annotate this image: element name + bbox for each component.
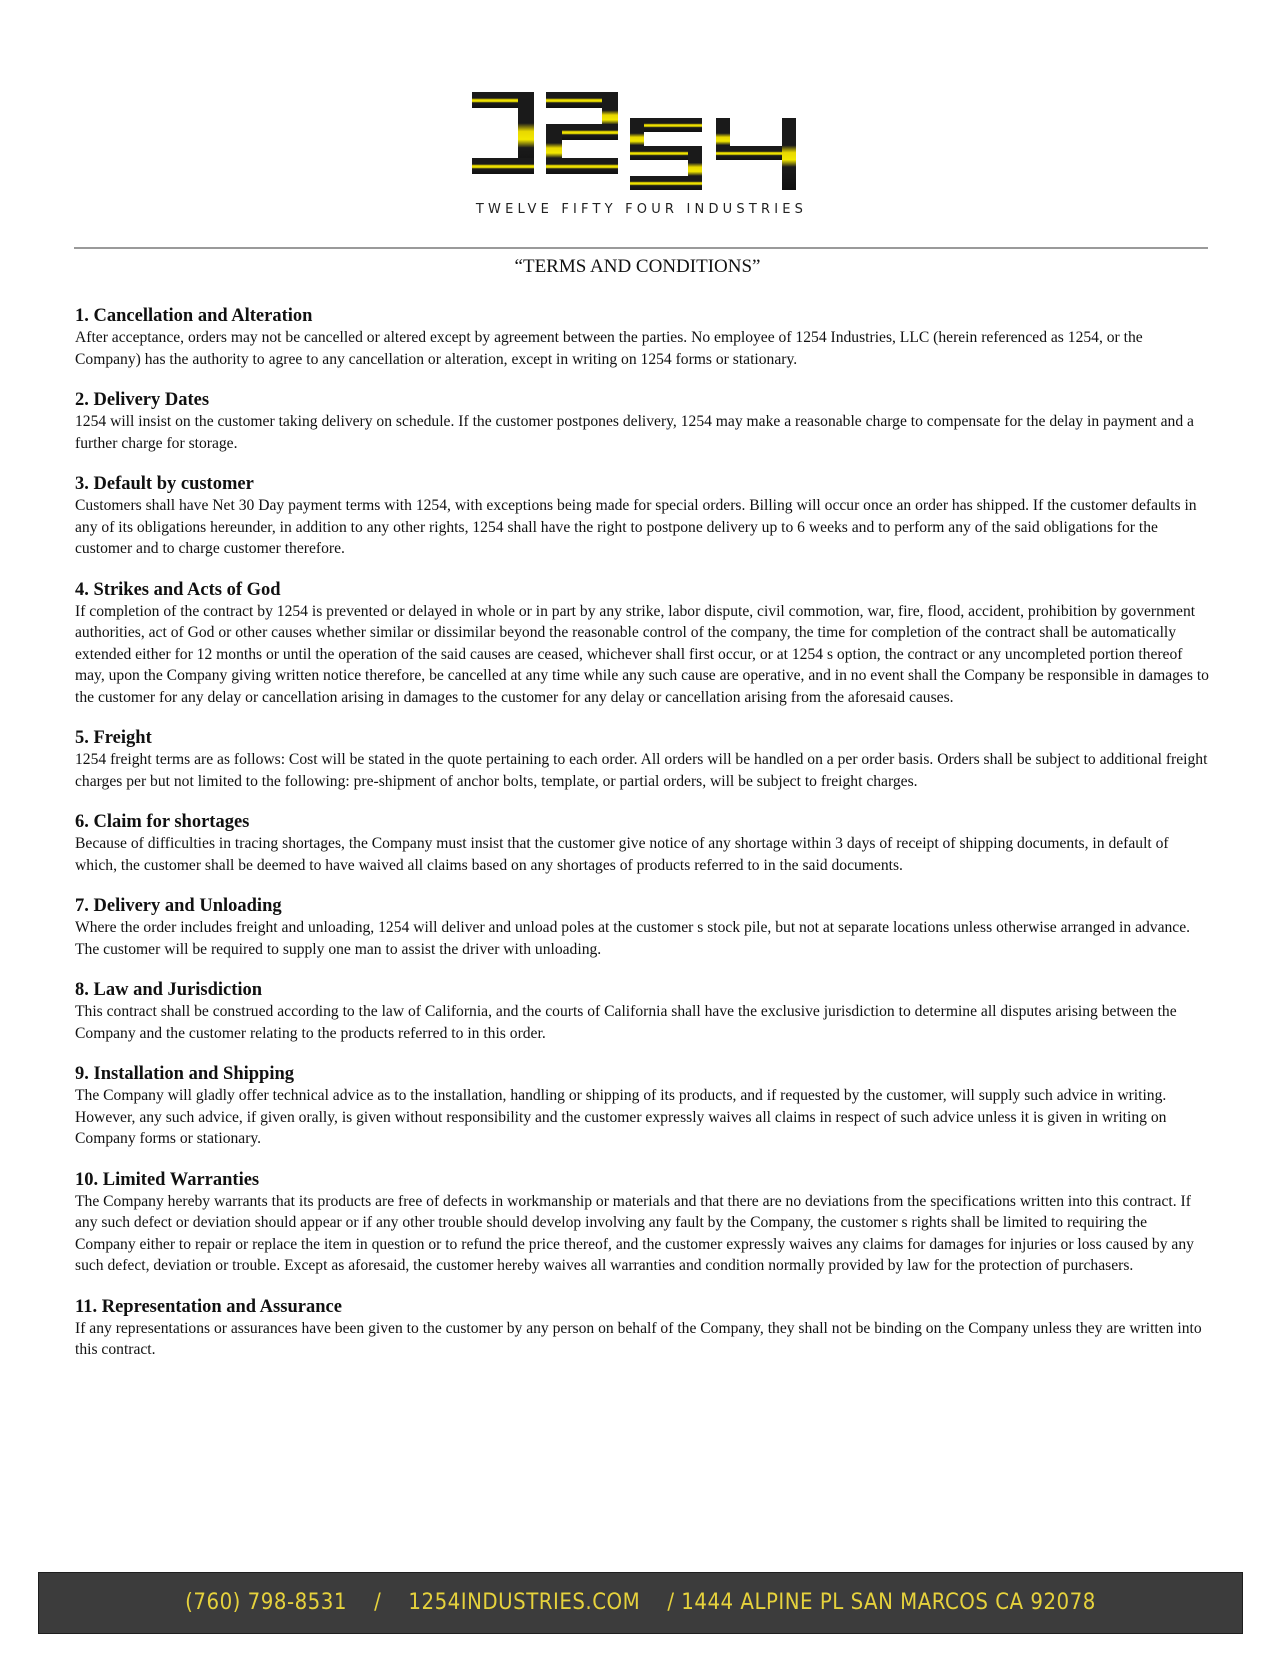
company-logo bbox=[0, 84, 1275, 224]
section-heading: 1. Cancellation and Alteration bbox=[75, 306, 313, 326]
section-body: If completion of the contract by 1254 is prevented or delayed in whole or in part by any strike, labor dispute, civil commotion, war, fire, flood, accident, prohibition by government authorities, act of God or other causes whether similar or dissimilar beyond the reasonable control of the company, the time for completion of the contract shall be automatically extended either for 12 months or until the operation of the said causes are ceased, whichever shall first occur, or at 1254 s option, the contract or any uncompleted portion thereof may, upon the Company giving written notice therefore, be cancelled at any time while any such cause are operative, and in no event shall the Company be responsible in damages to the customer for any delay or cancellation arising in damages to the customer for any delay or cancellation arising from the aforesaid causes. bbox=[75, 602, 1209, 706]
section-heading: 11. Representation and Assurance bbox=[75, 1296, 342, 1317]
section-heading: 4. Strikes and Acts of God bbox=[75, 579, 281, 600]
logo-digit-1 bbox=[472, 92, 534, 174]
section-body: The Company will gladly offer technical advice as to the installation, handling or shipping of its products, and if requested by the customer, will supply such advice in writing. However, any such advice, if given orally, is given without responsibility and the customer expressly waives all claims in respect of such advice unless it is given in writing on Company forms or stationary. bbox=[75, 1087, 1167, 1147]
logo-digit-2 bbox=[546, 92, 618, 174]
section-heading: 9. Installation and Shipping bbox=[75, 1064, 295, 1084]
section-heading: 10. Limited Warranties bbox=[75, 1169, 260, 1190]
section-body: Customers shall have Net 30 Day payment terms with 1254, with exceptions being made for special orders. Billing will occur once an order has shipped. If the customer defaults in any of its obligations hereunder, in addition to any other rights, 1254 shall have the right to postpone delivery up to 6 weeks and to perform any of the said obligations for the customer and to charge customer therefore. bbox=[75, 497, 1197, 557]
section-default bbox=[75, 473, 1210, 560]
section-freight bbox=[75, 727, 1210, 792]
section-body: The Company hereby warrants that its products are free of defects in workmanship or materials and that there are no deviations from the specifications written into this contract. If any such defect or deviation should appear or if any other trouble should develop involving any fault by the Company, the customer s rights shall be limited to requiring the Company either to repair or replace the item in question or to refund the price thereof, and the customer expressly waives any claims for damages for injuries or loss caused by any such defect, deviation or trouble. Except as aforesaid, the customer hereby waives all warranties and condition normally provided by law for the protection of purchasers. bbox=[75, 1192, 1194, 1274]
section-warranties bbox=[75, 1169, 1210, 1277]
logo-1254-mark bbox=[470, 84, 810, 194]
section-heading: 7. Delivery and Unloading bbox=[75, 896, 282, 916]
logo-tagline: TWELVE FIFTY FOUR INDUSTRIES bbox=[475, 202, 808, 217]
section-body: 1254 freight terms are as follows: Cost will be stated in the quote pertaining to each order. All orders will be handled on a per order basis. Orders shall be subject to additional freight charges per but not limited to the following: pre-shipment of anchor bolts, template, or partial orders, will be subject to freight charges. bbox=[75, 751, 1208, 790]
footer-contact-bar bbox=[38, 1572, 1243, 1634]
section-body: After acceptance, orders may not be cancelled or altered except by agreement between the parties. No employee of 1254 Industries, LLC (herein referenced as 1254, or the Company) has the authority to agree to any cancellation or alteration, except in writing on 1254 forms or stationary. bbox=[75, 329, 1143, 368]
section-heading: 6. Claim for shortages bbox=[75, 812, 250, 832]
footer-contact-text: (760) 798-8531 / 1254INDUSTRIES.COM / 1444 ALPINE PL SAN MARCOS CA 92078 bbox=[185, 1590, 1096, 1615]
document-title: “TERMS AND CONDITIONS” bbox=[514, 256, 761, 277]
section-body: Because of difficulties in tracing shortages, the Company must insist that the customer give notice of any shortage within 3 days of receipt of shipping documents, in default of which, the customer shall be deemed to have waived all claims based on any shortages of products referred to in the said documents. bbox=[75, 835, 1169, 874]
section-law bbox=[75, 979, 1210, 1044]
terms-content bbox=[75, 305, 1210, 1380]
section-heading: 5. Freight bbox=[75, 728, 152, 748]
section-body: Where the order includes freight and unloading, 1254 will deliver and unload poles at the customer s stock pile, but not at separate locations unless otherwise arranged in advance. The customer will be required to supply one man to assist the driver with unloading. bbox=[75, 919, 1191, 958]
section-heading: 2. Delivery Dates bbox=[75, 390, 210, 410]
logo-digit-4 bbox=[716, 118, 796, 190]
section-representation bbox=[75, 1296, 1210, 1361]
section-strikes bbox=[75, 579, 1210, 709]
section-shortages bbox=[75, 811, 1210, 876]
section-cancellation bbox=[75, 305, 1210, 370]
section-heading: 8. Law and Jurisdiction bbox=[75, 980, 263, 1000]
header-divider bbox=[74, 247, 1208, 249]
section-body: If any representations or assurances have been given to the customer by any person on behalf of the Company, they shall not be binding on the Company unless they are written into this contract. bbox=[75, 1319, 1202, 1358]
section-body: 1254 will insist on the customer taking delivery on schedule. If the customer postpones delivery, 1254 may make a reasonable charge to compensate for the delay in payment and a further charge for storage. bbox=[75, 413, 1194, 452]
logo-digit-5 bbox=[630, 118, 702, 190]
section-body: This contract shall be construed according to the law of California, and the courts of California shall have the exclusive jurisdiction to determine all disputes arising between the Company and the customer relating to the products referred to in this order. bbox=[75, 1003, 1177, 1042]
section-installation bbox=[75, 1063, 1210, 1150]
section-unloading bbox=[75, 895, 1210, 960]
section-heading: 3. Default by customer bbox=[75, 474, 254, 494]
section-delivery-dates bbox=[75, 389, 1210, 454]
